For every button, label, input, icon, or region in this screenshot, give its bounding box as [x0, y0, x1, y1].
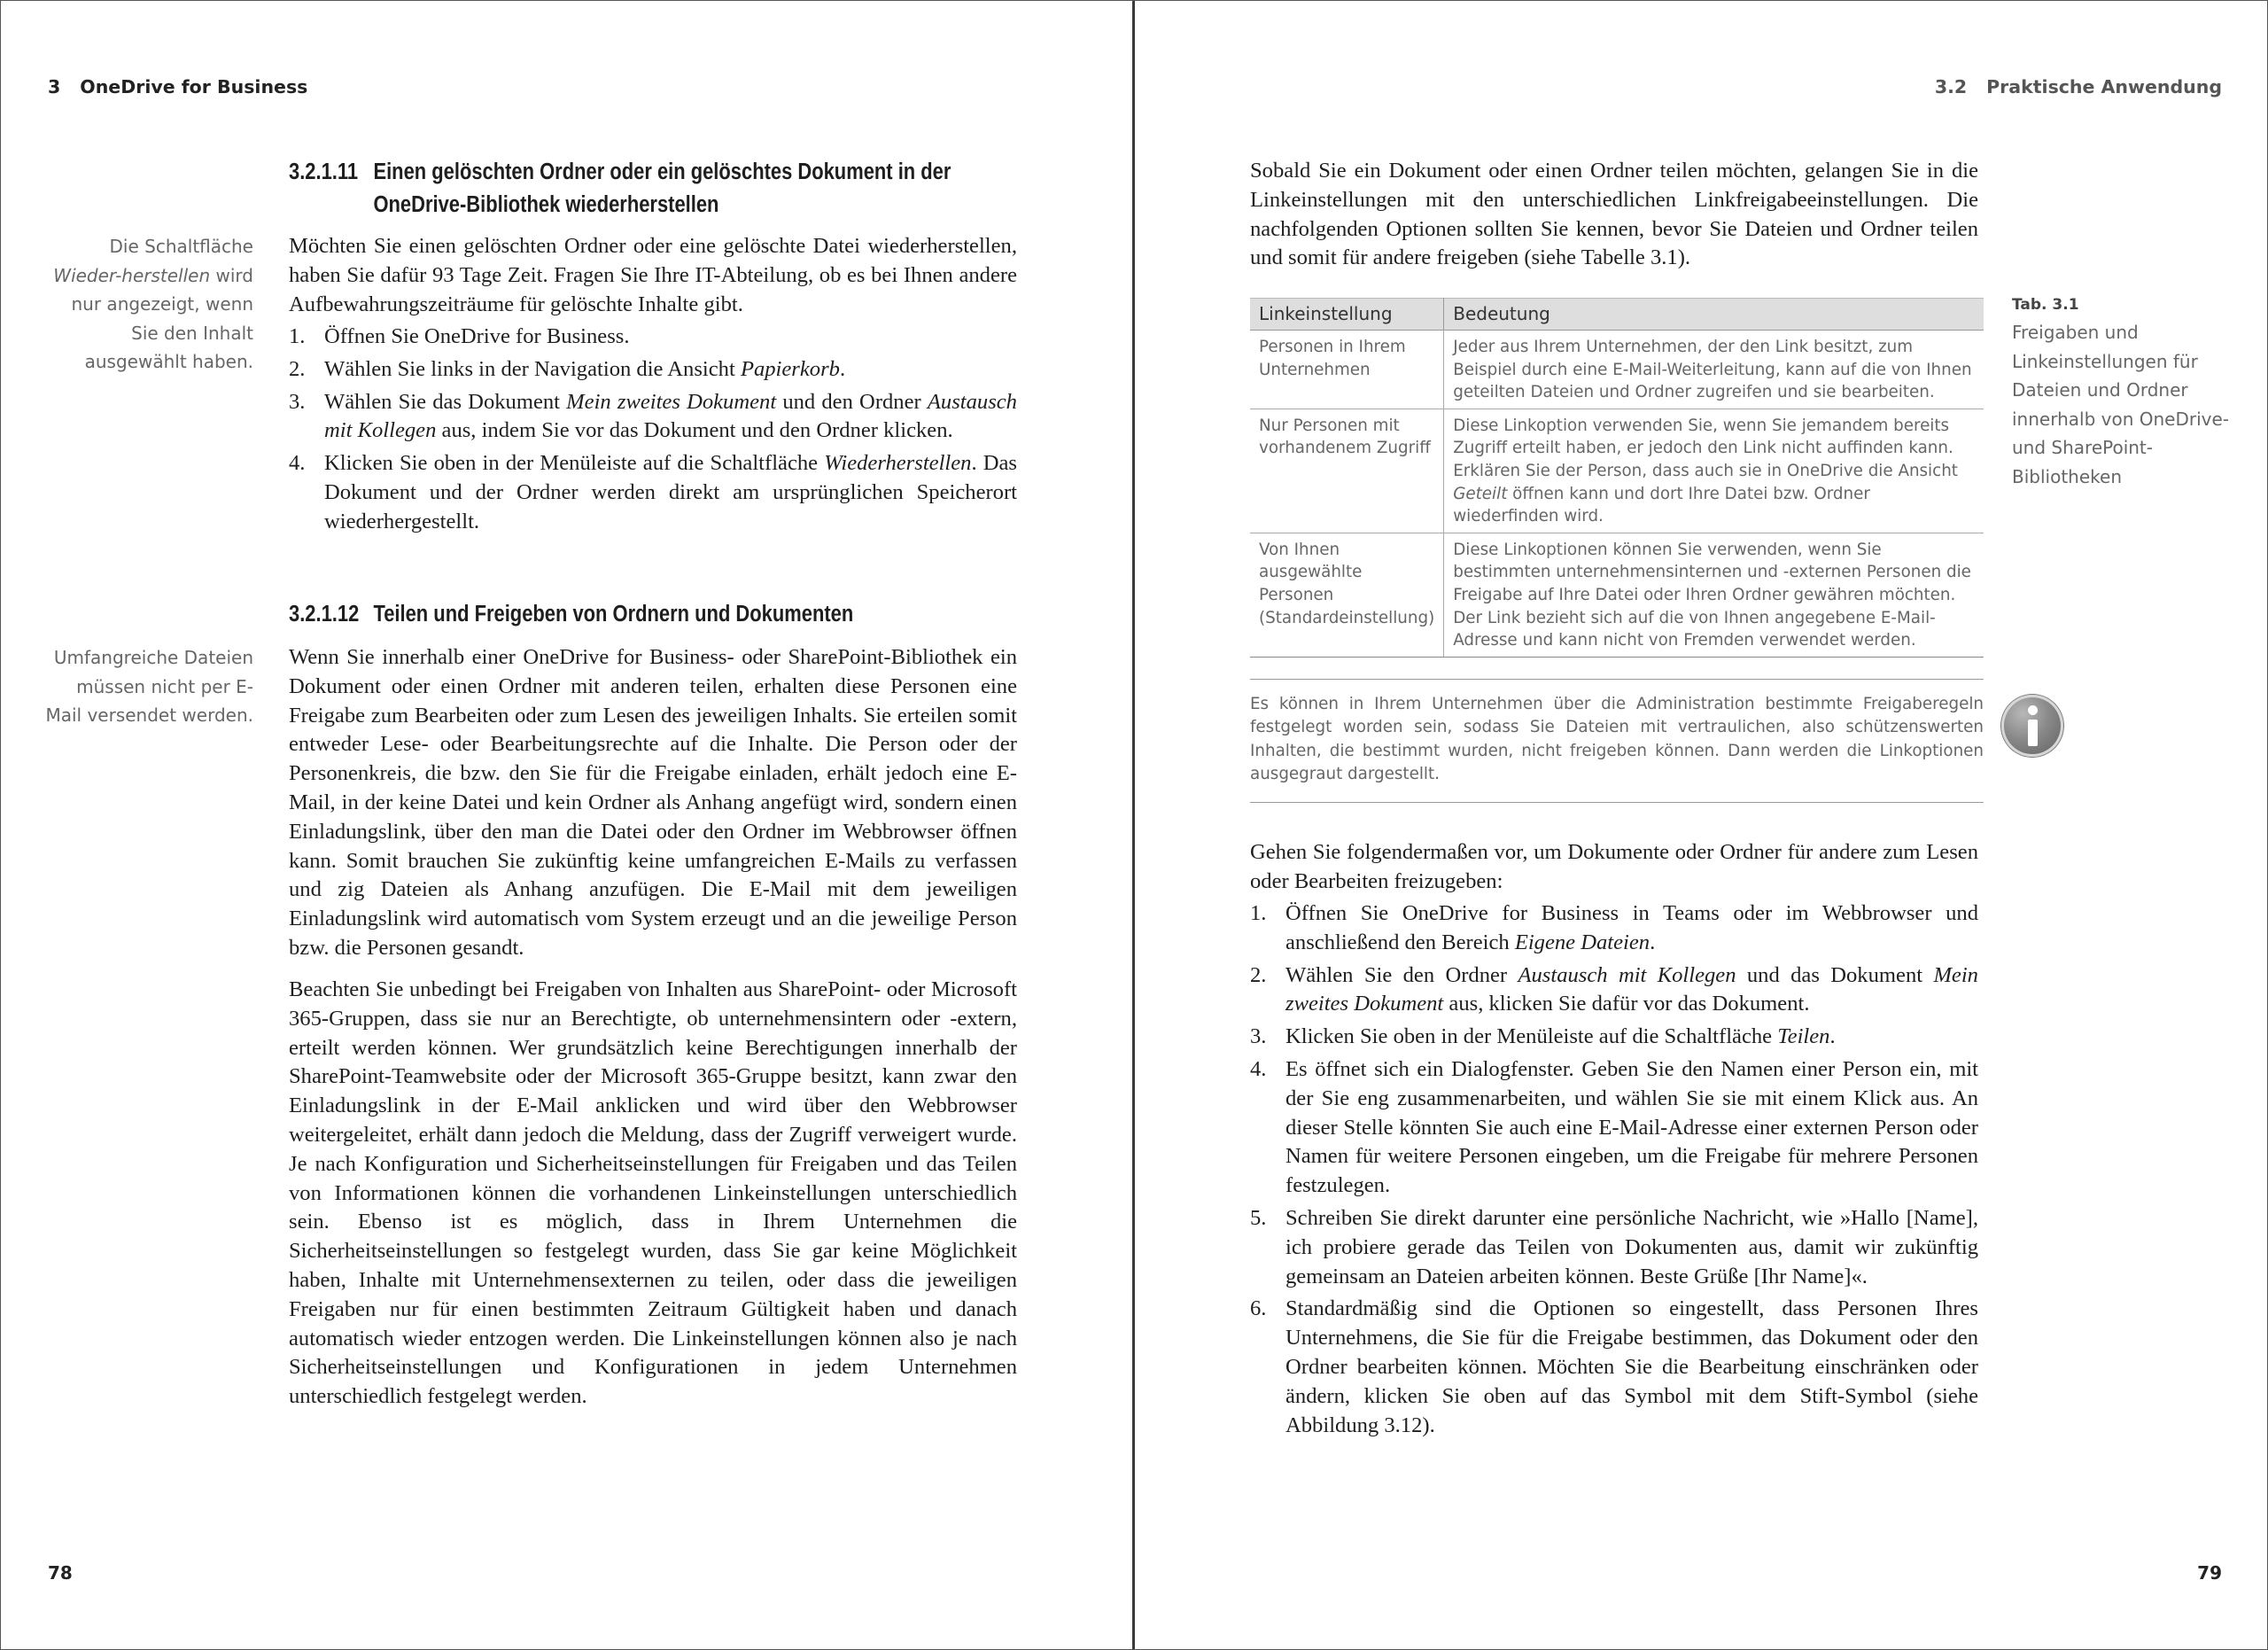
table-caption-label: Tab. 3.1: [2012, 296, 2079, 314]
cell-setting: Von Ihnen ausgewählte Personen (Standardeinstellung): [1250, 533, 1444, 657]
list-item: 3. Wählen Sie das Dokument Mein zweites Dokument und den Ordner Austausch mit Kollegen aus, indem Sie vor das Dokument und den Ordner klicken.: [289, 389, 1017, 443]
margin-note-email: Umfangreiche Dateien müssen nicht per E-Mail versendet werden.: [45, 647, 253, 726]
column-header-setting: Linkeinstellung: [1250, 299, 1444, 331]
share-intro-paragraph: Sobald Sie ein Dokument oder einen Ordner teilen möchten, gelangen Sie in die Linkeinstellungen mit den unterschiedlichen Linkfreigabeeinstellungen. Die nachfolgenden Optionen sollten Sie kennen, bevor Sie Dateien und Ordner teilen und somit für andere freigeben (siehe Tabelle 3.1).: [1250, 159, 1978, 270]
restore-steps-list: [289, 323, 1017, 541]
list-item: 6. Standardmäßig sind die Optionen so eingestellt, dass Personen Ihres Unternehmens, die Sie für die Freigabe bestimmen, das Dokument oder den Ordner bearbeiten können. Möchten Sie die Bearbeitung einschränken oder ändern, klicken Sie oben auf das Symbol mit dem Stift-Symbol (siehe Abbildung 3.12).: [1250, 1296, 1978, 1437]
table-caption-text: Freigaben und Linkeinstellungen für Dateien und Ordner innerhalb von OneDrive- und SharePoint-Bibliotheken: [2012, 322, 2229, 487]
table-row: [1250, 331, 1984, 409]
cell-setting: Personen in Ihrem Unternehmen: [1250, 331, 1444, 409]
share-steps-list: [1250, 899, 1978, 1444]
table-row: [1250, 409, 1984, 533]
link-settings-table: [1250, 298, 1984, 658]
list-item: 5. Schreiben Sie direkt darunter eine persönliche Nachricht, wie »Hallo [Name], ich probiere gerade das Teilen von Dokumenten aus, damit wir zukünftig gemeinsam an Dateien arbeiten können. Beste Grüße [Ihr Name]«.: [1250, 1205, 1978, 1288]
section-title-line2: OneDrive-Bibliothek wiederherstellen: [373, 192, 719, 217]
table-header-row: [1250, 299, 1984, 331]
cell-setting: Nur Personen mit vorhandenem Zugriff: [1250, 409, 1444, 533]
section-title: Teilen und Freigeben von Ordnern und Dokumenten: [373, 602, 854, 627]
restore-intro-paragraph: Möchten Sie einen gelöschten Ordner oder eine gelöschte Datei wiederherstellen, haben Sie dafür 93 Tage Zeit. Fragen Sie Ihre IT-Abteilung, ob es bei Ihnen andere Aufbewahrungszeiträume für gelöschte Inhalte gibt.: [289, 234, 1017, 316]
left-page: [0, 0, 1133, 1650]
cell-meaning: Diese Linkoptionen können Sie verwenden, wenn Sie bestimmten unternehmensinternen und -externen Personen die Freigabe auf Ihre Datei oder Ihren Ordner gewähren möchten. Der Link bezieht sich auf die von Ihnen angegebene E-Mail-Adresse und kann nicht von Fremden verwendet werden.: [1444, 533, 1984, 657]
list-item: 1. Öffnen Sie OneDrive for Business.: [289, 324, 630, 348]
running-head-right: [1935, 76, 2222, 97]
table-row: [1250, 533, 1984, 657]
list-item: 2. Wählen Sie links in der Navigation die Ansicht Papierkorb.: [289, 356, 846, 381]
section-title-line1: Einen gelöschten Ordner oder ein gelöschtes Dokument in der: [373, 160, 951, 184]
cell-meaning: Diese Linkoption verwenden Sie, wenn Sie jemandem bereits Zugriff erteilt haben, er jedoch den Link nicht auffinden kann. Erklären Sie der Person, dass auch sie in OneDrive die Ansicht Geteilt öffnen kann und dort Ihre Datei bzw. Ordner wiederfinden wird.: [1444, 409, 1984, 533]
info-icon: [2001, 695, 2063, 757]
page-number-left: 78: [48, 1562, 73, 1584]
chapter-title: OneDrive for Business: [80, 76, 308, 97]
section-heading-sharing: [289, 598, 951, 631]
page-number-right: 79: [2197, 1562, 2222, 1584]
section-number: 3.2.1.11: [289, 160, 359, 184]
list-item: 3. Klicken Sie oben in der Menüleiste auf die Schaltfläche Teilen.: [1250, 1024, 1836, 1049]
list-item: 4. Klicken Sie oben in der Menüleiste auf die Schaltfläche Wiederherstellen. Das Dokument und der Ordner werden direkt am ursprünglichen Speicherort wiederhergestellt.: [289, 451, 1017, 533]
sharing-paragraph-2: Beachten Sie unbedingt bei Freigaben von Inhalten aus SharePoint- oder Microsoft 365-Gruppen, dass sie nur an Berechtigte, ob unternehmensintern oder -extern, erteilt werden können. Wer grundsätzlich keine Berechtigungen innerhalb der SharePoint-Teamwebsite oder der Microsoft 365-Gruppe besitzt, kann zwar den Einladungslink in der E-Mail anklicken und wird über den Webbrowser weitergeleitet, erhält dann jedoch die Meldung, dass der Zugriff verweigert wurde. Je nach Konfiguration und Sicherheitseinstellungen für Freigaben und das Teilen von Informationen können die vorhandenen Linkeinstellungen unterschiedlich sein. Ebenso ist es möglich, dass in Ihrem Unternehmen die Sicherheitseinstellungen so festgelegt wurden, dass Sie gar keine Möglichkeit haben, Inhalte mit Unternehmensexternen zu teilen, oder dass die jeweiligen Freigaben nur für einen bestimmten Zeitraum Gültigkeit haben und danach automatisch wieder entzogen werden. Die Linkeinstellungen können also je nach Sicherheitseinstellungen und Konfigurationen in jedem Unternehmen unterschiedlich festgelegt werden.: [289, 977, 1017, 1409]
section-title: Praktische Anwendung: [1986, 76, 2222, 97]
table-caption: [2012, 296, 2242, 491]
section-number: 3.2.1.12: [289, 602, 360, 627]
list-item: 4. Es öffnet sich ein Dialogfenster. Geben Sie den Namen einer Person ein, mit der Sie eng zusammenarbeiten, und wählen Sie sie mit einem Klick aus. An dieser Stelle könnten Sie auch eine E-Mail-Adresse einer externen Person oder Namen für weitere Personen eingeben, um die Freigabe für mehrere Personen festzulegen.: [1250, 1056, 1978, 1198]
column-header-meaning: Bedeutung: [1444, 299, 1984, 331]
sharing-paragraph-1: Wenn Sie innerhalb einer OneDrive for Business- oder SharePoint-Bibliothek ein Dokument oder einen Ordner mit anderen teilen, erhalten diese Personen eine Freigabe zum Bearbeiten oder zum Lesen des jeweiligen Inhalts. Sie erteilen somit entweder Lese- oder Bearbeitungsrechte auf die Inhalte. Die Person oder der Personenkreis, die bzw. den Sie für die Freigabe einladen, erhält jedoch eine E-Mail, in der keine Datei und kein Ordner als Anhang angefügt wird, sondern einen Einladungslink, über den man die Datei oder den Ordner im Webbrowser öffnen kann. Somit brauchen Sie zukünftig keine umfangreichen E-Mails zu verfassen und zig Dateien als Anhang anzufügen. Die E-Mail mit dem jeweiligen Einladungslink wird automatisch vom System erzeugt und an die jeweilige Person bzw. die Personen gesandt.: [289, 645, 1017, 960]
running-head-left: [48, 76, 307, 97]
cell-meaning: Jeder aus Ihrem Unternehmen, der den Link besitzt, zum Beispiel durch eine E-Mail-Weiterleitung, kann auf die von Ihnen geteilten Dateien und Ordner zugreifen und sie bearbeiten.: [1444, 331, 1984, 409]
info-box: [1250, 679, 1984, 803]
section-heading-restore: [289, 156, 951, 222]
info-box-text: Es können in Ihrem Unternehmen über die Administration bestimmte Freigaberegeln festgelegt worden sein, sodass Sie Dateien mit vertraulichen, also schützenswerten Inhalten, die bestimmt wurden, nicht freigeben können. Dann werden die Linkoptionen ausgegraut dargestellt.: [1250, 695, 1984, 784]
list-item: 1. Öffnen Sie OneDrive for Business in Teams oder im Webbrowser und anschließend den Bereich Eigene Dateien.: [1250, 901, 1978, 954]
list-item: 2. Wählen Sie den Ordner Austausch mit Kollegen und das Dokument Mein zweites Dokument aus, klicken Sie dafür vor das Dokument.: [1250, 962, 1978, 1016]
chapter-number: 3: [48, 76, 61, 97]
steps-intro-paragraph: Gehen Sie folgendermaßen vor, um Dokumente oder Ordner für andere zum Lesen oder Bearbeiten freizugeben:: [1250, 840, 1978, 893]
margin-note-restore: Die Schaltfläche Wieder-herstellen wird nur angezeigt, wenn Sie den Inhalt ausgewählt haben.: [53, 236, 253, 372]
section-number: 3.2: [1934, 76, 1968, 97]
